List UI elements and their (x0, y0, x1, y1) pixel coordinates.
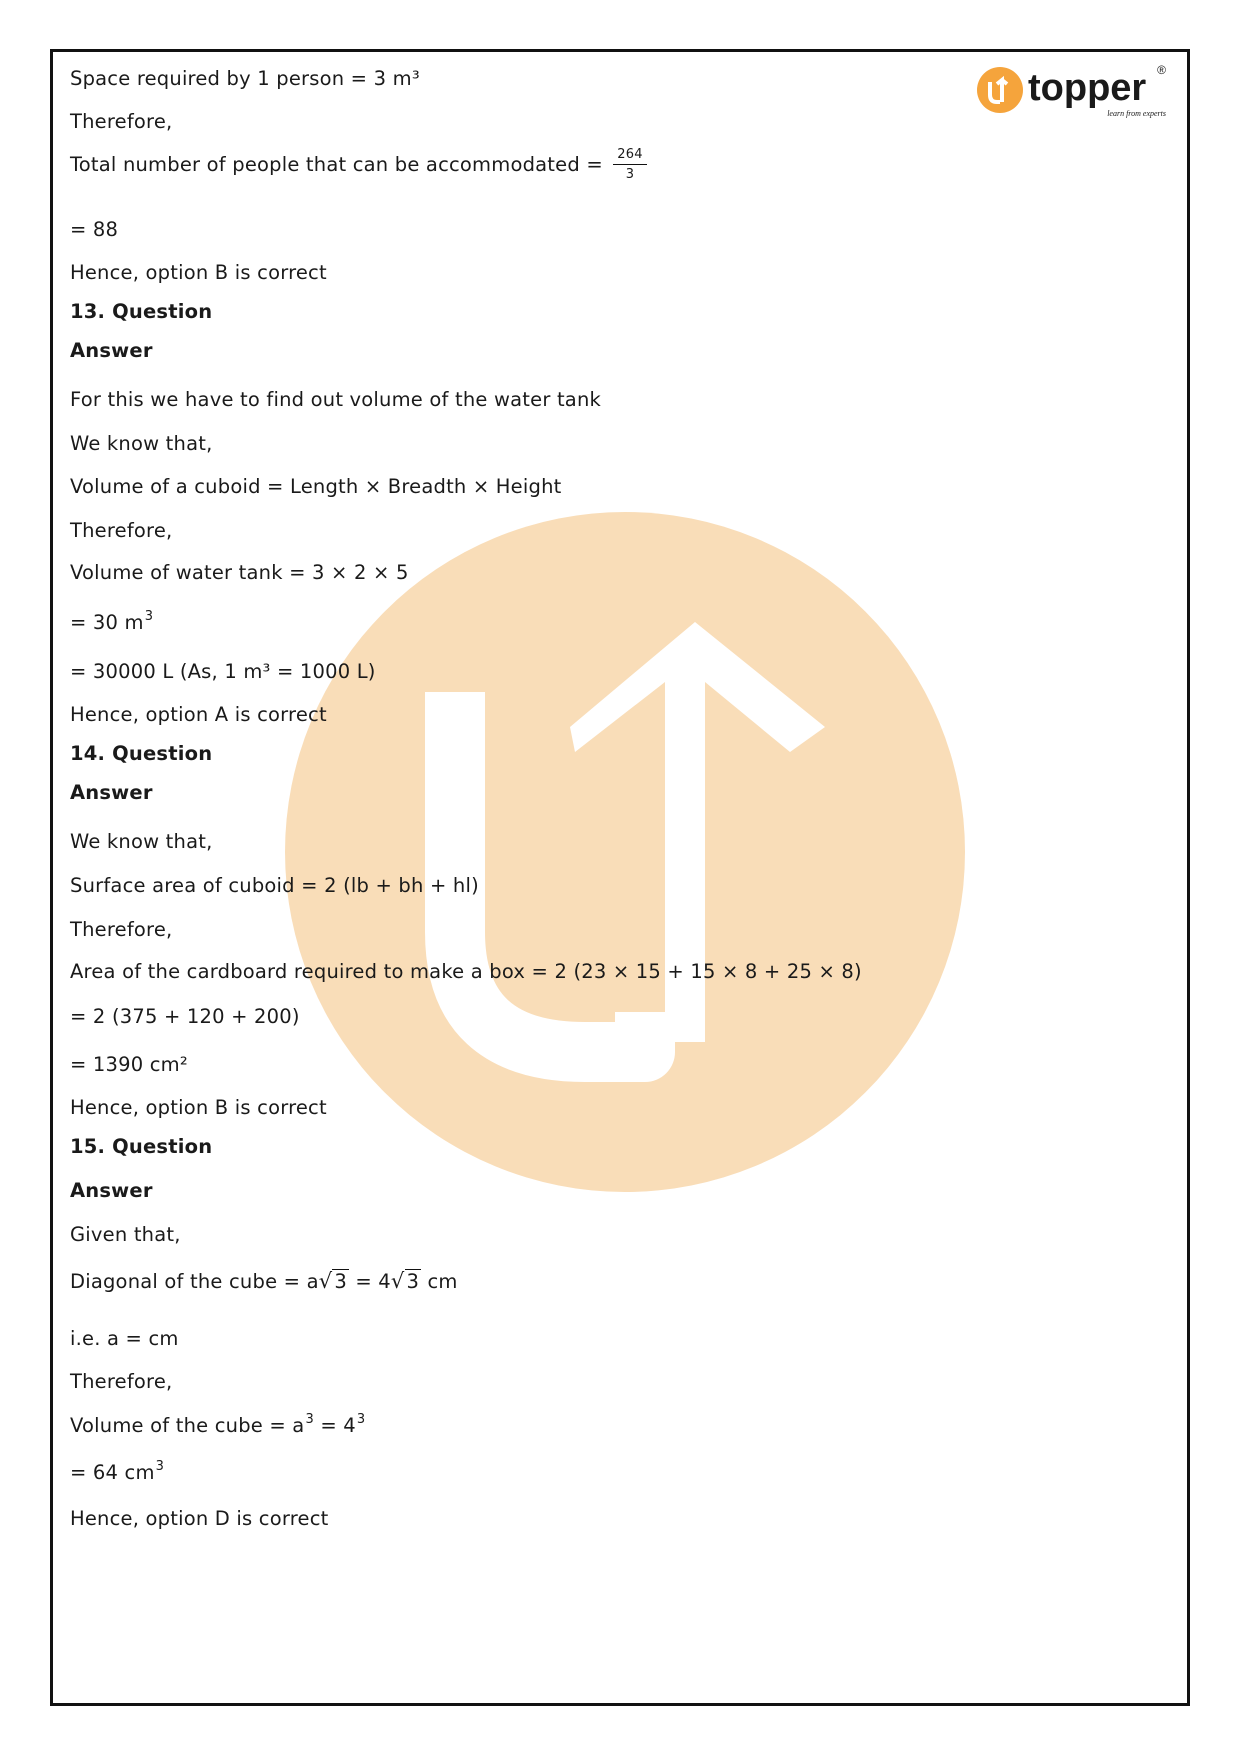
text-line: = 30000 L (As, 1 m³ = 1000 L) (70, 660, 376, 683)
superscript: 3 (155, 1459, 165, 1474)
text-line: Given that, (70, 1223, 181, 1246)
equation-text: Diagonal of the cube = a (70, 1270, 319, 1293)
equation-text: Volume of the cube = a (70, 1414, 305, 1437)
answer-heading: Answer (70, 781, 153, 804)
registered-mark: ® (1157, 63, 1166, 77)
text-line (70, 1412, 366, 1437)
fraction-numerator: 264 (613, 148, 646, 165)
fraction-line (70, 148, 647, 183)
logo-wordmark: topper (1028, 67, 1147, 109)
text-line: = 1390 cm² (70, 1053, 188, 1076)
square-root: √ 3 (390, 1269, 420, 1293)
fraction-label: Total number of people that can be accommodated = (70, 152, 603, 176)
text-line: Surface area of cuboid = 2 (lb + bh + hl) (70, 874, 479, 897)
text-line: Therefore, (70, 519, 173, 542)
text-line (70, 609, 154, 634)
equation-text: = 64 cm (70, 1461, 155, 1484)
text-line: Hence, option D is correct (70, 1507, 329, 1530)
diagonal-line (70, 1270, 458, 1293)
topper-logo (976, 62, 1171, 124)
text-line: = 2 (375 + 120 + 200) (70, 1005, 300, 1028)
superscript: 3 (356, 1412, 366, 1427)
text-line: Hence, option A is correct (70, 703, 327, 726)
text-line: We know that, (70, 432, 213, 455)
text-line: Therefore, (70, 918, 173, 941)
equation-text: = 4 (313, 1414, 356, 1437)
question-heading: 15. Question (70, 1135, 213, 1158)
answer-heading: Answer (70, 339, 153, 362)
text-line: Therefore, (70, 1370, 173, 1393)
equation-text: = 30 m (70, 611, 144, 634)
question-heading: 13. Question (70, 300, 213, 323)
fraction-denominator: 3 (625, 167, 635, 183)
superscript: 3 (144, 609, 154, 624)
equation-text: = 4 (348, 1270, 391, 1293)
text-line: Hence, option B is correct (70, 261, 327, 284)
text-line: Area of the cardboard required to make a box = 2 (23 × 15 + 15 × 8 + 25 × 8) (70, 960, 862, 983)
square-root: √ 3 (318, 1269, 347, 1293)
text-line: Hence, option B is correct (70, 1096, 327, 1119)
text-line: i.e. a = cm (70, 1327, 179, 1350)
question-heading: 14. Question (70, 742, 213, 765)
text-line: For this we have to find out volume of the water tank (70, 388, 601, 411)
radicand: 3 (406, 1270, 420, 1293)
equation-text: cm (421, 1270, 458, 1293)
fraction (613, 148, 646, 183)
text-line: We know that, (70, 830, 213, 853)
text-line: Volume of water tank = 3 × 2 × 5 (70, 561, 409, 584)
text-line: Volume of a cuboid = Length × Breadth × Height (70, 475, 562, 498)
text-line: Therefore, (70, 110, 173, 133)
text-line: Space required by 1 person = 3 m³ (70, 67, 420, 90)
text-line: = 88 (70, 218, 119, 241)
text-line (70, 1459, 165, 1484)
logo-tagline: learn from experts (1107, 109, 1166, 118)
radicand: 3 (334, 1270, 347, 1293)
answer-heading: Answer (70, 1179, 153, 1202)
topper-watermark-logo (285, 512, 965, 1192)
superscript: 3 (305, 1412, 314, 1427)
